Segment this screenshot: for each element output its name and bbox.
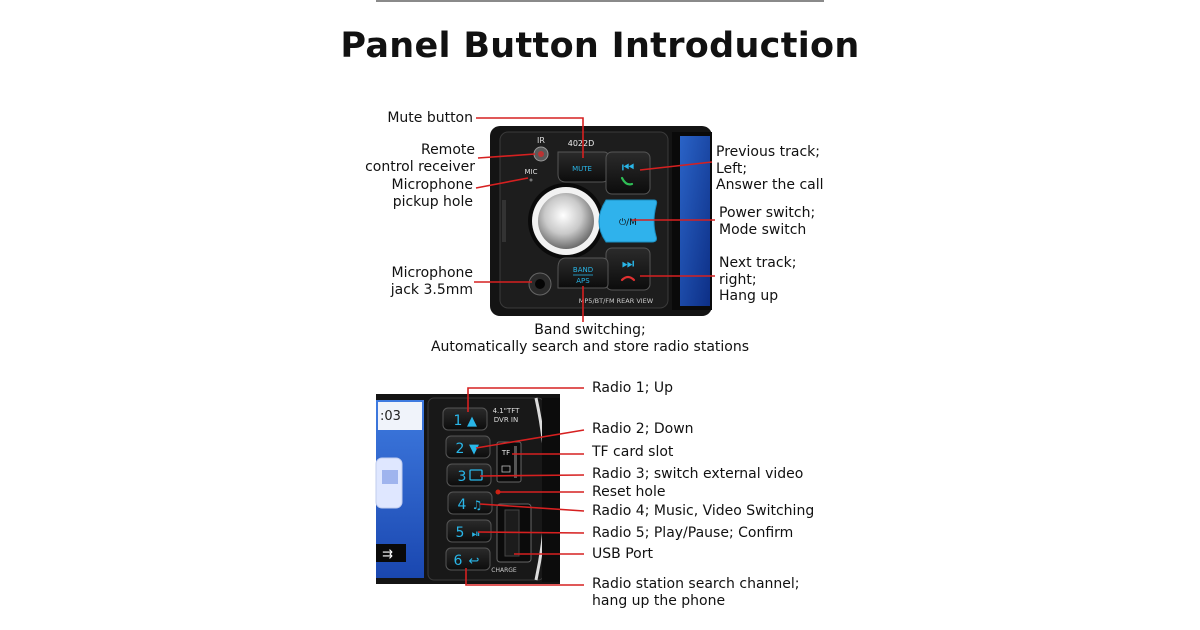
power-text: ⏻/M	[619, 218, 637, 228]
label-reset-hole: Reset hole	[592, 484, 666, 500]
prev-icon: ⏮	[621, 160, 635, 176]
front-screen	[680, 136, 710, 306]
charge-text: CHARGE	[491, 567, 517, 574]
bottom-text: MP5/BT/FM REAR VIEW	[578, 297, 654, 305]
page-title: Panel Button Introduction	[340, 26, 860, 66]
label-radio-2: Radio 2; Down	[592, 421, 694, 437]
volume-knob[interactable]	[538, 193, 594, 249]
down-icon: ▼	[469, 442, 479, 457]
label-mic-pickup-hole: Microphone pickup hole	[391, 177, 473, 210]
aps-text: APS	[576, 277, 590, 285]
label-tf-card-slot: TF card slot	[592, 444, 674, 460]
label-power-switch: Power switch; Mode switch	[719, 205, 816, 238]
label-band-switching: Band switching; Automatically search and store radio stations	[430, 322, 750, 355]
b2-num: 2	[455, 441, 465, 457]
b6-num: 6	[453, 553, 463, 569]
mute-text: MUTE	[572, 165, 592, 173]
label-radio-5: Radio 5; Play/Pause; Confirm	[592, 525, 794, 541]
ir-text: IR	[537, 136, 545, 145]
side-panel-device	[376, 394, 560, 584]
music-icon: ♫	[471, 498, 483, 512]
next-icon: ⏭	[621, 256, 635, 272]
label-radio-4: Radio 4; Music, Video Switching	[592, 503, 815, 519]
label-mic-jack: Microphone jack 3.5mm	[390, 265, 473, 298]
play-pause-icon: ⏯	[471, 527, 481, 540]
label-remote-receiver: Remote control receiver	[365, 142, 475, 175]
switch-arrow-icon: ⇉	[382, 547, 393, 562]
b3-num: 3	[457, 469, 467, 485]
label-mute-button: Mute button	[387, 110, 473, 126]
tf-text: TF	[501, 449, 511, 457]
label-previous-track: Previous track; Left; Answer the call	[716, 144, 824, 193]
mic-text: MIC	[524, 168, 538, 176]
label-radio-3: Radio 3; switch external video	[592, 466, 804, 482]
b1-num: 1	[453, 413, 463, 429]
label-radio-6: Radio station search channel; hang up the phone	[592, 576, 800, 609]
up-icon: ▲	[467, 414, 477, 429]
label-radio-1: Radio 1; Up	[592, 380, 673, 396]
radio-1-button[interactable]	[443, 408, 487, 430]
screen-time: :03	[380, 409, 401, 424]
b4-num: 4	[457, 497, 467, 513]
radio-5-button[interactable]	[447, 520, 491, 542]
tft-text: 4.1"TFT	[492, 407, 520, 415]
radio-4-button[interactable]	[448, 492, 492, 514]
mic-hole	[530, 179, 533, 182]
label-next-track: Next track; right; Hang up	[719, 255, 797, 304]
model-text: 4022D	[567, 139, 595, 148]
return-icon: ↩	[468, 554, 480, 569]
b5-num: 5	[455, 525, 465, 541]
band-text: BAND	[572, 266, 594, 274]
label-usb-port: USB Port	[592, 546, 653, 562]
dvr-text: DVR IN	[493, 416, 519, 424]
radio-3-button[interactable]	[447, 464, 491, 486]
